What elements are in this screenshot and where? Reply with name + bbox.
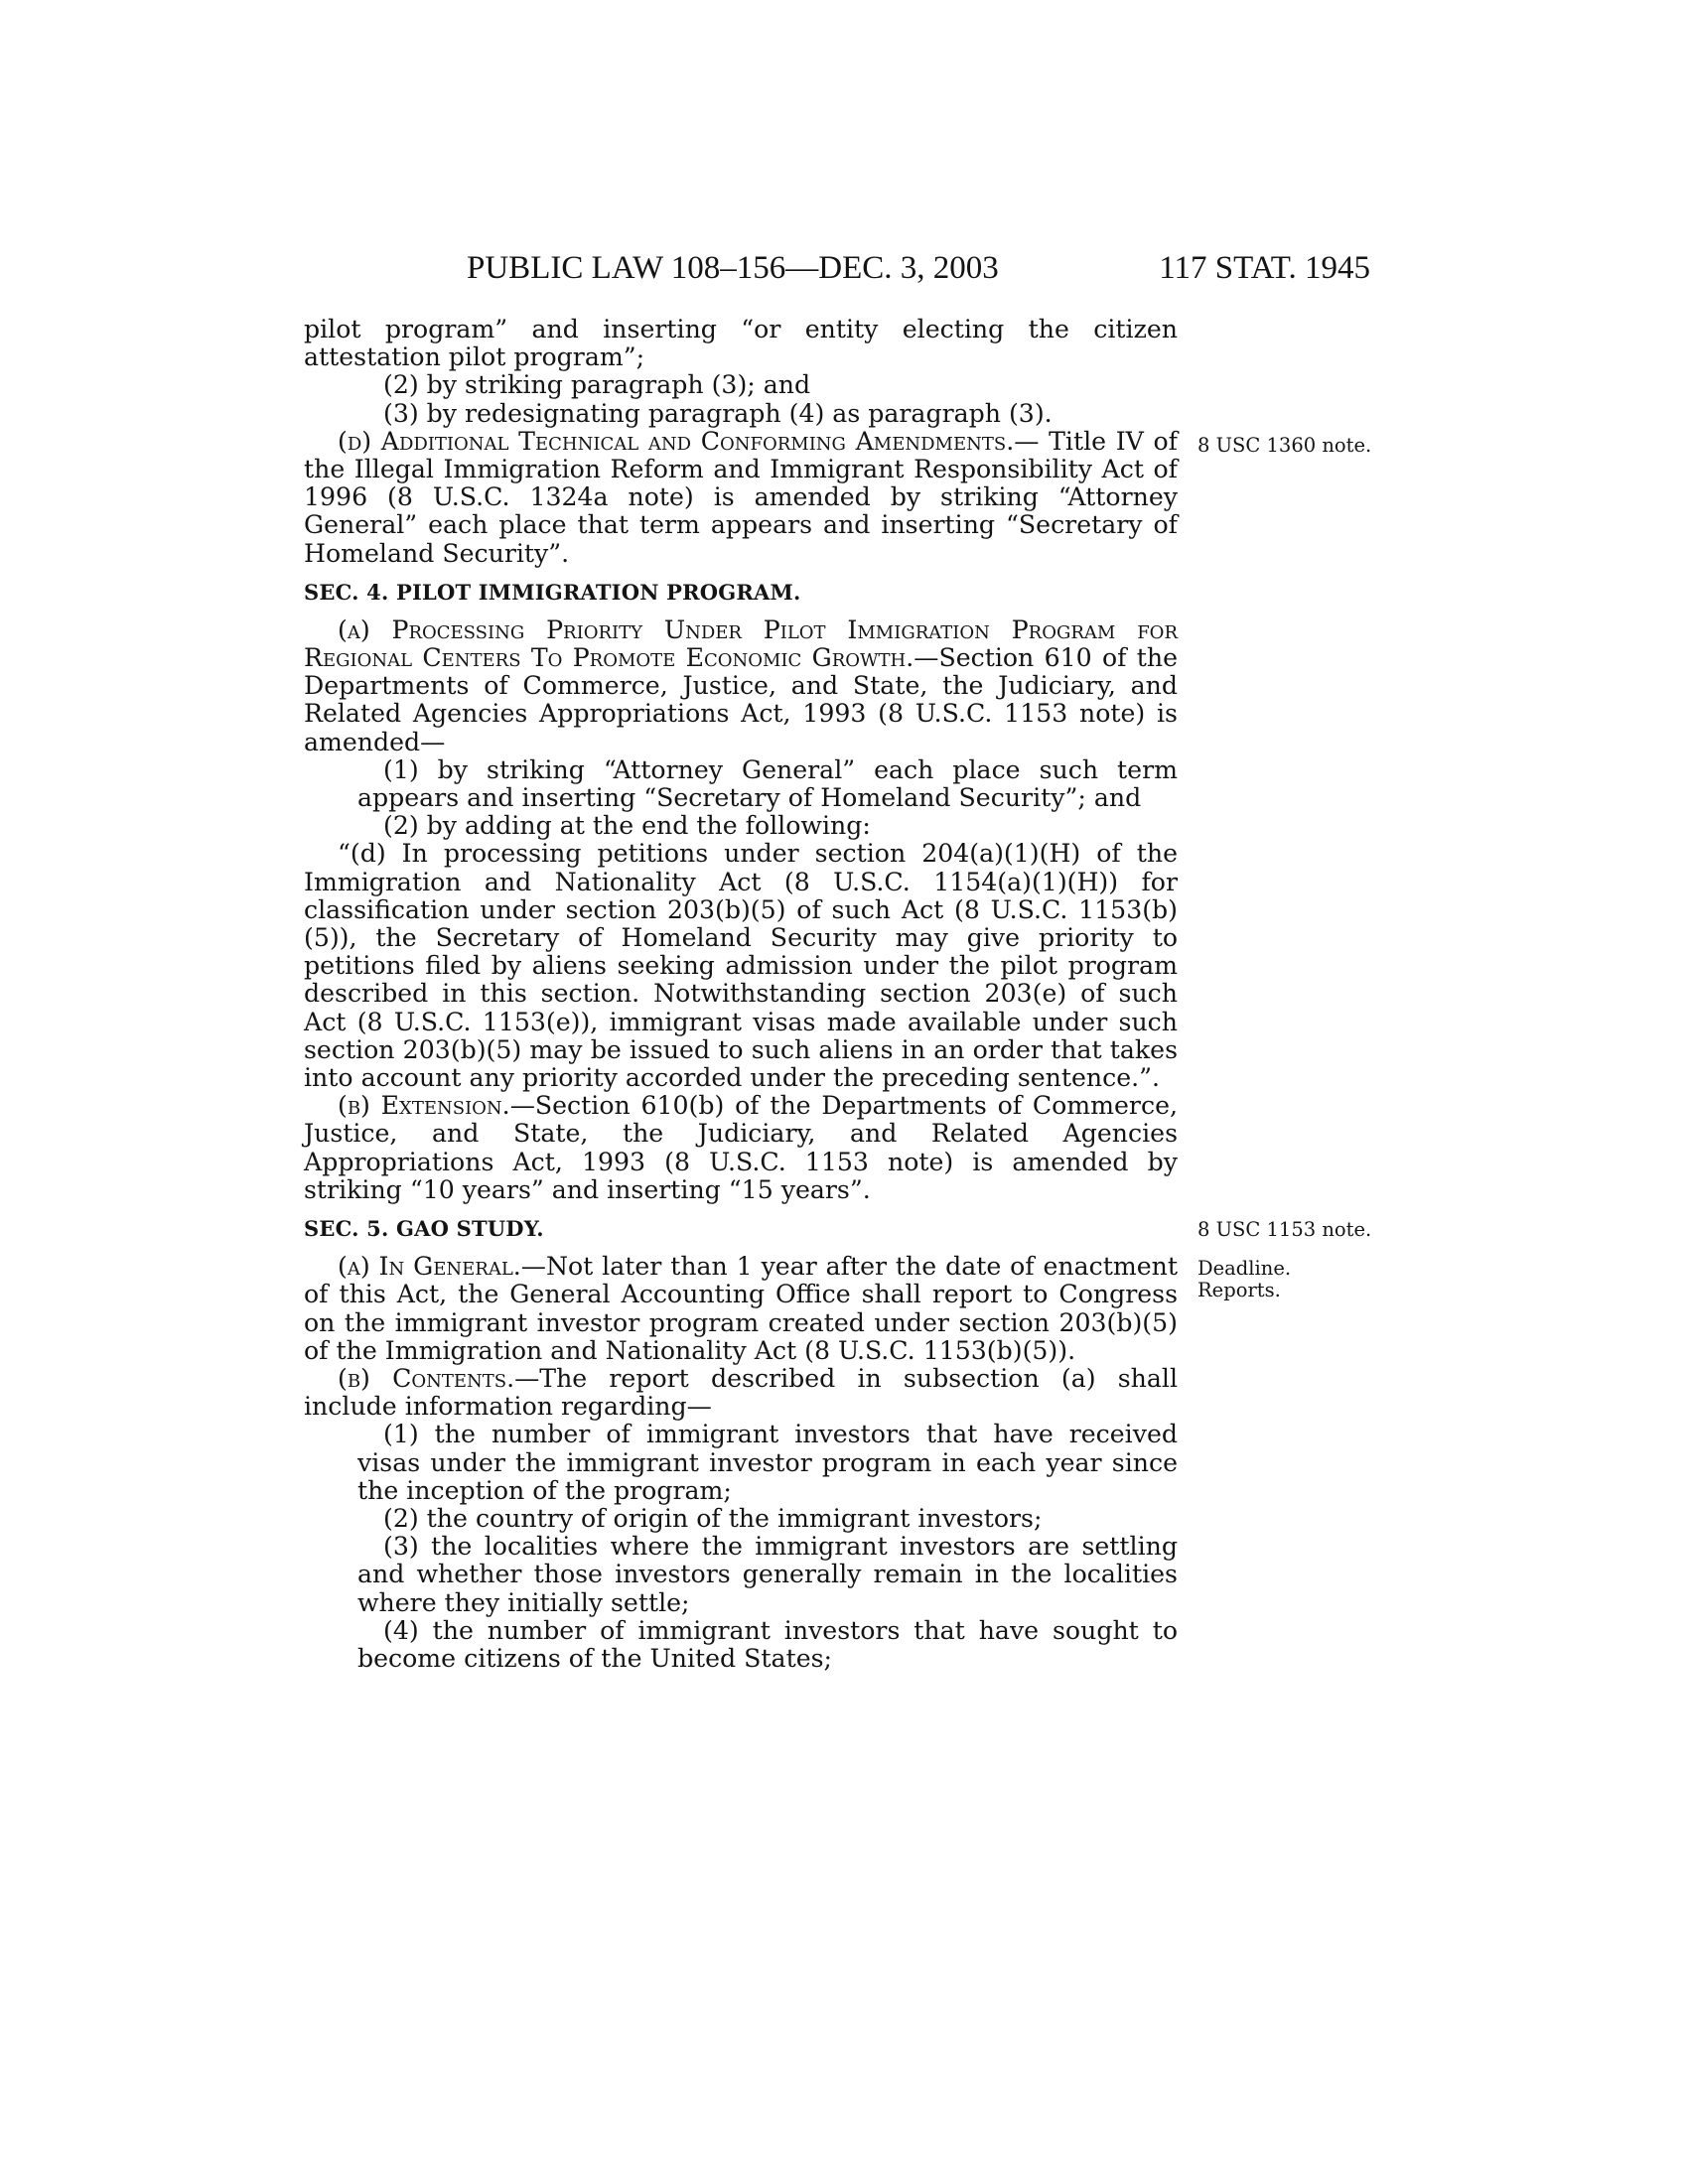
paragraph: (1) by striking “Attorney General” each place such term appears and inserting “Secretary of Homeland Security”; and <box>357 754 1178 813</box>
paragraph: (3) by redesignating paragraph (4) as paragraph (3). <box>383 398 1053 428</box>
subsection-text: Section 610(b) of the Departments of Commerce, Justice, and State, the Judiciary, and Related Agencies Appropriations Act, 1993 (8 U.S.C. 1153 note) is amended by striking “10 years” and inserting “15 years”. <box>304 1091 1178 1204</box>
paragraph: pilot program” and inserting “or entity electing the citizen attestation pilot program”; <box>304 315 1178 372</box>
section-4-heading: SEC. 4. PILOT IMMIGRATION PROGRAM. <box>304 579 801 605</box>
subsection-a <box>304 616 1178 756</box>
subsection-text: Section 610 of the Departments of Commerce, Justice, and State, the Judiciary, and Related Agencies Appropriations Act, 1993 (8 U.S.C. 1153 note) is amended— <box>304 643 1178 756</box>
paragraph: (1) the number of immigrant investors that have received visas under the immigrant investor program in each year since the inception of the program; <box>357 1420 1178 1505</box>
margin-note-usc-1360: 8 USC 1360 note. <box>1197 434 1372 457</box>
subsection-text: The report described in subsection (a) shall include information regarding— <box>304 1363 1179 1422</box>
paragraph: (2) the country of origin of the immigrant investors; <box>383 1503 1043 1533</box>
running-header <box>298 250 1370 290</box>
subsection-b <box>304 1092 1178 1204</box>
header-stat-page: 117 STAT. 1945 <box>1159 250 1370 286</box>
subsection-a <box>304 1253 1178 1365</box>
subsection-text: Not later than 1 year after the date of enactment of this Act, the General Accounting Office shall report to Congress on the immigrant investor program created under section 203(b)(5) of the Immigration and Nationality Act (8 U.S.C. 1153(b)(5)). <box>304 1252 1178 1365</box>
subsection-heading: (a) Processing Priority Under Pilot Immigration Program for Regional Centers To Promote Economic Growth.— <box>304 614 1178 673</box>
margin-note-reports: Reports. <box>1197 1279 1281 1301</box>
subsection-heading: (b) Contents.— <box>338 1363 540 1393</box>
subsection-d <box>304 428 1178 568</box>
paragraph: (4) the number of immigrant investors that have sought to become citizens of the United States; <box>357 1615 1178 1673</box>
paragraph: (3) the localities where the immigrant investors are settling and whether those investors generally remain in the localities where they initially settle; <box>357 1532 1178 1617</box>
subsection-heading: (b) Extension.— <box>338 1091 535 1121</box>
header-public-law: PUBLIC LAW 108–156—DEC. 3, 2003 <box>467 250 999 286</box>
section-5-heading: SEC. 5. GAO STUDY. <box>304 1216 544 1242</box>
paragraph: (2) by striking paragraph (3); and <box>383 370 811 400</box>
subsection-b <box>304 1365 1178 1421</box>
paragraph: (2) by adding at the end the following: <box>383 811 871 841</box>
margin-note-usc-1153: 8 USC 1153 note. <box>1197 1218 1372 1241</box>
margin-note-deadline: Deadline. <box>1197 1257 1292 1280</box>
subsection-heading: (a) In General.— <box>338 1252 546 1282</box>
subsection-text: Title IV of the Illegal Immigration Reform and Immigrant Responsibility Act of 1996 (8 U.S.C. 1324a note) is amended by striking “Attorney General” each place that term appears and inserting “Secretary of Homeland Security”. <box>304 426 1179 568</box>
subsection-heading: (d) Additional Technical and Conforming Amendments.— <box>338 426 1040 456</box>
quoted-subsection-d: “(d) In processing petitions under section 204(a)(1)(H) of the Immigration and Nationality Act (8 U.S.C. 1154(a)(1)(H)) for classification under section 203(b)(5) of such Act (8 U.S.C. 1153(b)(5)), the Secretary of Homeland Security may give priority to petitions filed by aliens seeking admission under the pilot program described in this section. Notwithstanding section 203(e) of such Act (8 U.S.C. 1153(e)), immigrant visas made available under such section 203(b)(5) may be issued to such aliens in an order that takes into account any priority accorded under the preceding sentence.”. <box>304 839 1178 1093</box>
main-text-column <box>304 316 1178 1673</box>
